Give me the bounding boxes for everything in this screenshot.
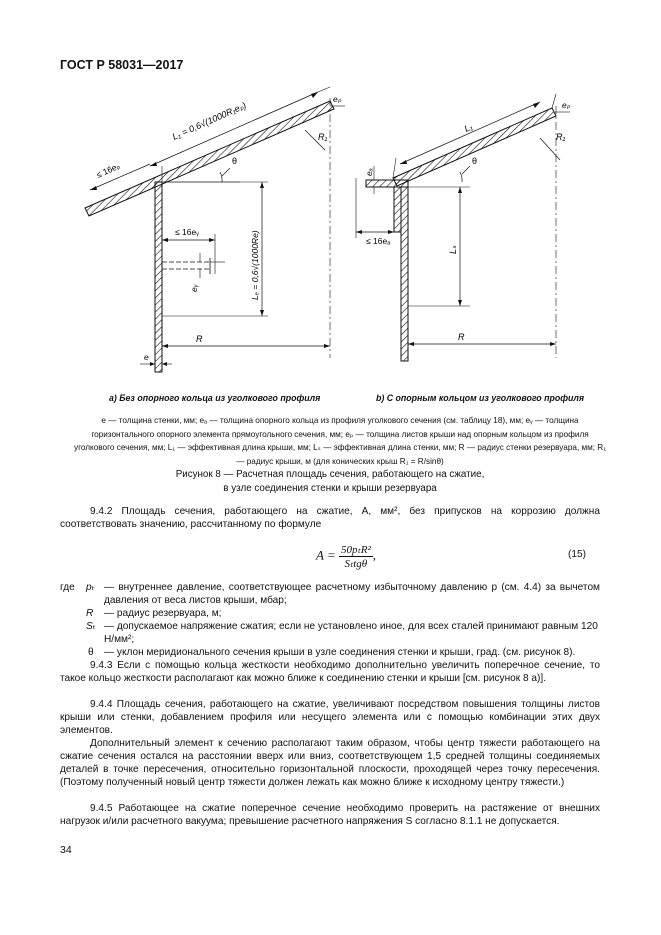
paragraph-9-4-3: 9.4.3 Если с помощью кольца жесткости необходимо дополнительно увеличить поперечное сечение, то такое кольцо жесткости располагают как можно ближе к соединению стенки и крыши [см. рисунок 8 а)]. [60,660,600,684]
label-ep-right: eₚ [562,100,571,110]
definition-pc: — внутреннее давление, соответствующее расчетному избыточному давлению p (см. 4.4) за вычетом давления от веса листов крыши, мбар; [104,582,600,606]
figure-title [60,468,600,496]
formula-lhs: A = [316,547,336,563]
formula-fraction [339,543,373,570]
label-r1-right: R₁ [556,132,566,142]
formula-tail: , [372,547,376,563]
label-ea-right: eₐ [364,168,374,176]
figure-8-drawing [0,78,661,390]
angle-ring-leg [394,187,401,232]
angle-ring-horizontal [366,180,408,187]
definition-sc: — допускаемое напряжение сжатия; если не установлено иное, для всех сталей принимают равным 120 Н/мм²; [104,621,598,645]
paragraph-additional-element: Дополнительный элемент к сечению располагают таким образом, чтобы центр тяжести работающего на сжатие сечения остался на расстоянии вверх или вниз, соответствующем 1,5 средней толщины соединяемых деталей в точке пересечения, относительно горизонтальной плоскости, проходящей через точку пересечения. (Поэтому полученный новый центр тяжести должен лежать как можно ближе к исходному центру тяжести.) [60,738,600,788]
label-l1-left: L₁ = 0,6√(1000R₁eₚ) [170,100,248,142]
label-r-left: R [196,334,203,344]
formula-number: (15) [568,549,586,560]
symbol-theta: θ [88,647,94,658]
drawing-left [85,87,345,372]
drawing-right [356,94,570,361]
label-rafter-left: ≤ 16eₚ [94,160,122,180]
label-eg-left: eᵧ [189,284,199,292]
formula-15 [316,543,376,570]
formula-numerator: 50pₜR² [340,544,371,556]
definition-r: — радиус резервуара, м; [104,608,222,619]
label-r-right: R [458,332,465,342]
where-lead: где [60,582,75,593]
label-theta-left: θ [232,156,238,166]
paragraph-9-4-5: 9.4.5 Работающее на сжатие поперечное сечение необходимо проверить на растяжение от внешних нагрузок и/или расчетного вакуума; превышение расчетного напряжения S согласно 8.1.1 не допускается. [60,803,600,827]
symbol-pc: pₜ [86,582,95,593]
standard-header: ГОСТ Р 58031—2017 [60,58,184,72]
label-e-left: e [144,352,149,362]
wall-plate-left [155,182,162,372]
symbol-sc: Sₜ [86,621,96,632]
label-ep-left: eₚ [333,94,342,104]
page-number: 34 [60,844,72,856]
label-theta-right: θ [472,156,478,166]
symbol-r: R [86,608,94,619]
paragraph-9-4-2: 9.4.2 Площадь сечения, работающего на сжатие, A, мм², без припусков на коррозию должна соответствовать значению, рассчитанному по формуле [60,506,600,530]
figure-title-line-2: в узле соединения стенки и крыши резервуара [223,483,437,494]
formula-denominator: Sₜtgθ [344,558,368,570]
label-r1-left: R₁ [318,132,328,142]
label-lw-left: Lₑ = 0,6√(1000Re) [250,230,260,300]
paragraph-9-4-4: 9.4.4 Площадь сечения, работающего на сжатие, увеличивают посредством повышения толщины листов крыши или стенки, добавлением профиля или несущего элемента или с помощью комбинации этих двух элементов. [60,699,600,736]
figure-legend: e — толщина стенки, мм; eₐ — толщина опорного кольца из профиля уголкового сечения (см. таблицу 18), мм; eᵧ — толщина горизонтального опорного элемента прямоугольного сечения, мм; eₚ — толщина листов крыши над опорным кольцом из профиля уголкового сечения, мм; L₁ — эффективная длина крыши, мм; Lₛ — эффективная длина стенки, мм; R — радиус стенки резервуара, мм; R₁ — радиус крыши, м (для конических крыш R₁ = R/sinθ) [74,416,606,466]
wall-plate-right [401,187,408,361]
caption-left: а) Без опорного кольца из уголкового профиля [109,393,321,403]
label-l1-right: L₁ [462,121,474,134]
definition-theta: — уклон меридионального сечения крыши в узле соединения стенки и крыши, град. (см. рисунок 8). [104,647,576,658]
label-lw-right: Lₛ [448,245,458,254]
roof-plate-right [393,108,556,186]
label-rafter-right: ≤ 16eₐ [366,236,391,246]
label-web-left: ≤ 16eᵧ [175,227,199,237]
caption-right: b) С опорным кольцом из уголкового профиля [376,393,585,403]
figure-title-line-1: Рисунок 8 — Расчетная площадь сечения, работающего на сжатие, [175,469,485,480]
